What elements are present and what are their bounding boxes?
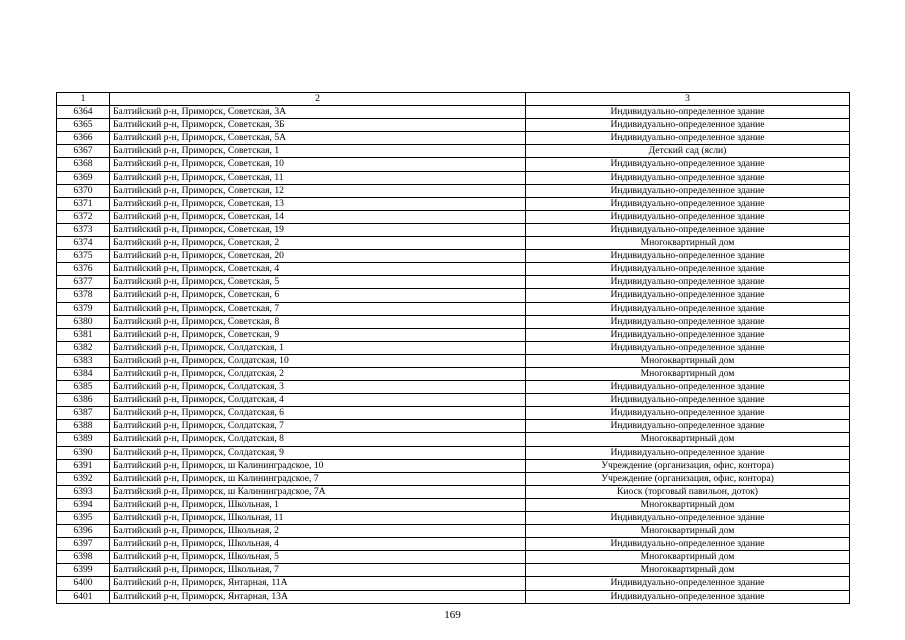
address-cell: Балтийский р-н, Приморск, Солдатская, 7: [110, 420, 526, 433]
building-type-cell: Многоквартирный дом: [526, 433, 850, 446]
row-number-cell: 6373: [57, 223, 110, 236]
row-number-cell: 6375: [57, 250, 110, 263]
table-row: [57, 315, 850, 328]
table-row: [57, 184, 850, 197]
table-row: [57, 498, 850, 511]
address-cell: Балтийский р-н, Приморск, Советская, 6: [110, 289, 526, 302]
table-row: [57, 197, 850, 210]
building-type-cell: Индивидуально-определенное здание: [526, 341, 850, 354]
address-cell: Балтийский р-н, Приморск, ш Калининградское, 7А: [110, 485, 526, 498]
table-row: [57, 367, 850, 380]
row-number-cell: 6380: [57, 315, 110, 328]
address-cell: Балтийский р-н, Приморск, Школьная, 4: [110, 538, 526, 551]
building-type-cell: Индивидуально-определенное здание: [526, 171, 850, 184]
address-cell: Балтийский р-н, Приморск, Советская, 20: [110, 250, 526, 263]
table-row: [57, 551, 850, 564]
row-number-cell: 6396: [57, 525, 110, 538]
address-cell: Балтийский р-н, Приморск, Советская, 1: [110, 145, 526, 158]
table-row: [57, 171, 850, 184]
row-number-cell: 6400: [57, 577, 110, 590]
building-type-cell: Учреждение (организация, офис, контора): [526, 459, 850, 472]
address-cell: Балтийский р-н, Приморск, ш Калининградское, 10: [110, 459, 526, 472]
page-number: 169: [444, 609, 461, 621]
row-number-cell: 6381: [57, 328, 110, 341]
table-row: [57, 446, 850, 459]
building-type-cell: Индивидуально-определенное здание: [526, 184, 850, 197]
row-number-cell: 6376: [57, 263, 110, 276]
table-row: [57, 210, 850, 223]
table-body: [57, 106, 850, 604]
address-cell: Балтийский р-н, Приморск, Школьная, 7: [110, 564, 526, 577]
address-cell: Балтийский р-н, Приморск, Советская, 2: [110, 237, 526, 250]
row-number-cell: 6401: [57, 590, 110, 603]
row-number-cell: 6387: [57, 407, 110, 420]
table-row: [57, 538, 850, 551]
table-row: [57, 223, 850, 236]
table-row: [57, 276, 850, 289]
row-number-cell: 6393: [57, 485, 110, 498]
address-cell: Балтийский р-н, Приморск, Советская, 5А: [110, 132, 526, 145]
table-row: [57, 250, 850, 263]
row-number-cell: 6377: [57, 276, 110, 289]
row-number-cell: 6368: [57, 158, 110, 171]
address-cell: Балтийский р-н, Приморск, Советская, 5: [110, 276, 526, 289]
address-cell: Балтийский р-н, Приморск, Советская, 13: [110, 197, 526, 210]
table-row: [57, 407, 850, 420]
table-row: [57, 381, 850, 394]
building-type-cell: Многоквартирный дом: [526, 367, 850, 380]
row-number-cell: 6391: [57, 459, 110, 472]
address-cell: Балтийский р-н, Приморск, Солдатская, 6: [110, 407, 526, 420]
building-type-cell: Индивидуально-определенное здание: [526, 210, 850, 223]
row-number-cell: 6395: [57, 512, 110, 525]
row-number-cell: 6369: [57, 171, 110, 184]
table-row: [57, 158, 850, 171]
building-type-cell: Учреждение (организация, офис, контора): [526, 472, 850, 485]
address-cell: Балтийский р-н, Приморск, Школьная, 1: [110, 498, 526, 511]
building-type-cell: Индивидуально-определенное здание: [526, 223, 850, 236]
table-row: [57, 354, 850, 367]
table-row: [57, 433, 850, 446]
row-number-cell: 6394: [57, 498, 110, 511]
building-type-cell: Индивидуально-определенное здание: [526, 289, 850, 302]
address-cell: Балтийский р-н, Приморск, Советская, 9: [110, 328, 526, 341]
address-cell: Балтийский р-н, Приморск, Солдатская, 2: [110, 367, 526, 380]
row-number-cell: 6399: [57, 564, 110, 577]
address-cell: Балтийский р-н, Приморск, Солдатская, 4: [110, 394, 526, 407]
building-type-cell: Индивидуально-определенное здание: [526, 381, 850, 394]
row-number-cell: 6364: [57, 106, 110, 119]
row-number-cell: 6392: [57, 472, 110, 485]
row-number-cell: 6365: [57, 119, 110, 132]
building-type-cell: Индивидуально-определенное здание: [526, 276, 850, 289]
table-row: [57, 420, 850, 433]
header-col-1: 1: [57, 93, 110, 106]
address-cell: Балтийский р-н, Приморск, Солдатская, 3: [110, 381, 526, 394]
address-cell: Балтийский р-н, Приморск, Советская, 11: [110, 171, 526, 184]
address-cell: Балтийский р-н, Приморск, Солдатская, 10: [110, 354, 526, 367]
table-row: [57, 525, 850, 538]
table-header-row: [57, 93, 850, 106]
row-number-cell: 6398: [57, 551, 110, 564]
building-type-cell: Индивидуально-определенное здание: [526, 106, 850, 119]
row-number-cell: 6382: [57, 341, 110, 354]
row-number-cell: 6384: [57, 367, 110, 380]
header-col-2: 2: [110, 93, 526, 106]
address-cell: Балтийский р-н, Приморск, Янтарная, 13А: [110, 590, 526, 603]
address-cell: Балтийский р-н, Приморск, Советская, 3А: [110, 106, 526, 119]
building-type-cell: Многоквартирный дом: [526, 498, 850, 511]
table-row: [57, 132, 850, 145]
row-number-cell: 6378: [57, 289, 110, 302]
row-number-cell: 6370: [57, 184, 110, 197]
building-type-cell: Многоквартирный дом: [526, 237, 850, 250]
building-type-cell: Детский сад (ясли): [526, 145, 850, 158]
building-type-cell: Многоквартирный дом: [526, 354, 850, 367]
address-cell: Балтийский р-н, Приморск, ш Калининградское, 7: [110, 472, 526, 485]
row-number-cell: 6397: [57, 538, 110, 551]
table-row: [57, 590, 850, 603]
row-number-cell: 6389: [57, 433, 110, 446]
building-type-cell: Индивидуально-определенное здание: [526, 590, 850, 603]
row-number-cell: 6379: [57, 302, 110, 315]
table-row: [57, 237, 850, 250]
table-row: [57, 394, 850, 407]
address-cell: Балтийский р-н, Приморск, Янтарная, 11А: [110, 577, 526, 590]
building-type-cell: Индивидуально-определенное здание: [526, 512, 850, 525]
building-type-cell: Многоквартирный дом: [526, 551, 850, 564]
table-row: [57, 106, 850, 119]
building-type-cell: Индивидуально-определенное здание: [526, 446, 850, 459]
building-type-cell: Индивидуально-определенное здание: [526, 158, 850, 171]
header-col-3: 3: [526, 93, 850, 106]
document-sheet: [56, 92, 849, 604]
table-row: [57, 512, 850, 525]
address-cell: Балтийский р-н, Приморск, Солдатская, 8: [110, 433, 526, 446]
address-cell: Балтийский р-н, Приморск, Советская, 7: [110, 302, 526, 315]
address-cell: Балтийский р-н, Приморск, Советская, 8: [110, 315, 526, 328]
row-number-cell: 6366: [57, 132, 110, 145]
building-type-cell: Многоквартирный дом: [526, 525, 850, 538]
table-row: [57, 577, 850, 590]
building-type-cell: Индивидуально-определенное здание: [526, 197, 850, 210]
row-number-cell: 6388: [57, 420, 110, 433]
table-row: [57, 302, 850, 315]
building-type-cell: Индивидуально-определенное здание: [526, 302, 850, 315]
row-number-cell: 6372: [57, 210, 110, 223]
building-type-cell: Индивидуально-определенное здание: [526, 407, 850, 420]
address-cell: Балтийский р-н, Приморск, Советская, 4: [110, 263, 526, 276]
row-number-cell: 6367: [57, 145, 110, 158]
table-row: [57, 263, 850, 276]
table-row: [57, 328, 850, 341]
building-type-cell: Индивидуально-определенное здание: [526, 263, 850, 276]
address-cell: Балтийский р-н, Приморск, Советская, 19: [110, 223, 526, 236]
address-cell: Балтийский р-н, Приморск, Советская, 14: [110, 210, 526, 223]
building-type-cell: Индивидуально-определенное здание: [526, 538, 850, 551]
table-row: [57, 341, 850, 354]
buildings-table: [56, 92, 850, 604]
table-row: [57, 289, 850, 302]
row-number-cell: 6383: [57, 354, 110, 367]
address-cell: Балтийский р-н, Приморск, Школьная, 5: [110, 551, 526, 564]
building-type-cell: Индивидуально-определенное здание: [526, 119, 850, 132]
row-number-cell: 6371: [57, 197, 110, 210]
building-type-cell: Индивидуально-определенное здание: [526, 250, 850, 263]
building-type-cell: Индивидуально-определенное здание: [526, 420, 850, 433]
address-cell: Балтийский р-н, Приморск, Школьная, 11: [110, 512, 526, 525]
building-type-cell: Киоск (торговый павильон, доток): [526, 485, 850, 498]
row-number-cell: 6386: [57, 394, 110, 407]
row-number-cell: 6385: [57, 381, 110, 394]
building-type-cell: Индивидуально-определенное здание: [526, 394, 850, 407]
table-row: [57, 472, 850, 485]
table-row: [57, 145, 850, 158]
building-type-cell: Индивидуально-определенное здание: [526, 577, 850, 590]
address-cell: Балтийский р-н, Приморск, Солдатская, 9: [110, 446, 526, 459]
address-cell: Балтийский р-н, Приморск, Советская, 12: [110, 184, 526, 197]
table-row: [57, 485, 850, 498]
table-row: [57, 459, 850, 472]
address-cell: Балтийский р-н, Приморск, Советская, 3Б: [110, 119, 526, 132]
address-cell: Балтийский р-н, Приморск, Солдатская, 1: [110, 341, 526, 354]
building-type-cell: Индивидуально-определенное здание: [526, 315, 850, 328]
table-row: [57, 564, 850, 577]
building-type-cell: Многоквартирный дом: [526, 564, 850, 577]
row-number-cell: 6390: [57, 446, 110, 459]
building-type-cell: Индивидуально-определенное здание: [526, 328, 850, 341]
address-cell: Балтийский р-н, Приморск, Школьная, 2: [110, 525, 526, 538]
row-number-cell: 6374: [57, 237, 110, 250]
building-type-cell: Индивидуально-определенное здание: [526, 132, 850, 145]
address-cell: Балтийский р-н, Приморск, Советская, 10: [110, 158, 526, 171]
table-row: [57, 119, 850, 132]
